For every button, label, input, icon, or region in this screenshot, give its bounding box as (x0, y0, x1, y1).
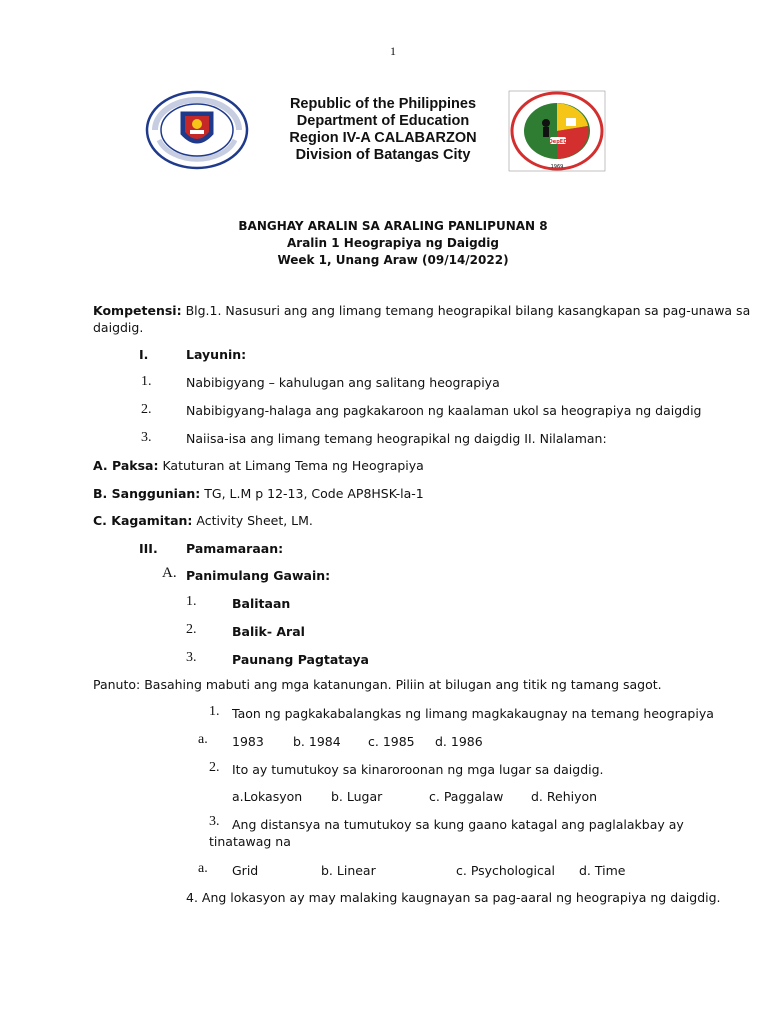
answer-choice: b. 1984 (293, 734, 341, 749)
question-text: Ito ay tumutukoy sa kinaroroonan ng mga lugar sa daigdig. (232, 762, 604, 777)
paksa-text: Katuturan at Limang Tema ng Heograpiya (158, 458, 424, 473)
kagamitan-label: C. Kagamitan: (93, 513, 193, 528)
step-label: Balitaan (232, 596, 291, 611)
sanggunian-label: B. Sanggunian: (93, 486, 201, 501)
question-text: Taon ng pagkakabalangkas ng limang magkakaugnay na temang heograpiya (232, 706, 714, 721)
answer-choice: c. 1985 (368, 734, 415, 749)
answer-choice: d. Rehiyon (531, 789, 598, 804)
objective-item: Nabibigyang-halaga ang pagkakaroon ng kaalaman ukol sa heograpiya ng daigdig (186, 403, 702, 418)
objective-item: Naiisa-isa ang limang temang heograpikal ng daigdig II. Nilalaman: (186, 431, 607, 446)
question-text: Ang distansya na tumutukoy sa kung gaano katagal ang paglalakbay ay (232, 817, 684, 832)
panuto-instruction: Panuto: Basahing mabuti ang mga katanungan. Piliin at bilugan ang titik ng tamang sagot. (93, 677, 662, 692)
section-number-i: I. (139, 347, 149, 362)
sanggunian (93, 485, 424, 502)
kompetensi-label: Kompetensi: (93, 303, 182, 318)
answer-choice: b. Lugar (331, 789, 383, 804)
header-line-4: Division of Batangas City (295, 147, 471, 163)
paksa-label: A. Paksa: (93, 458, 159, 473)
division-logo (508, 90, 606, 172)
choice-letter: a. (198, 861, 208, 876)
answer-choice: c. Paggalaw (429, 789, 504, 804)
title-line-1: BANGHAY ARALIN SA ARALING PANLIPUNAN 8 (238, 219, 548, 233)
question-number: 1. (209, 704, 220, 719)
objective-number: 3. (141, 430, 152, 445)
kompetensi-text: Blg.1. Nasusuri ang ang limang temang heograpikal bilang kasangkapan sa pag-unawa sa (181, 303, 751, 318)
step-label: Paunang Pagtataya (232, 652, 369, 667)
step-number: 2. (186, 622, 197, 637)
lesson-titles (0, 218, 768, 269)
paksa (93, 457, 424, 474)
question-item: 4. Ang lokasyon ay may malaking kaugnayan sa pag-aaral ng heograpiya ng daigdig. (186, 890, 721, 905)
section-number-iii: III. (139, 541, 158, 556)
kagamitan (93, 512, 313, 529)
answer-choice: b. Linear (321, 863, 376, 878)
choice-letter: a. (198, 732, 208, 747)
layunin-heading: Layunin: (186, 347, 247, 362)
answer-choice: d. Time (579, 863, 626, 878)
kompetensi-text-line2: daigdig. (93, 320, 144, 335)
question-text-line2: tinatawag na (209, 834, 291, 849)
header-line-2: Department of Education (296, 113, 470, 129)
deped-badge: DepED (548, 139, 568, 145)
objective-item: Nabibigyang – kahulugan ang salitang heograpiya (186, 375, 500, 390)
header-line-1: Republic of the Philippines (289, 96, 477, 112)
page-number: 1 (390, 44, 396, 58)
title-line-2: Aralin 1 Heograpiya ng Daigdig (287, 236, 499, 250)
step-number: 1. (186, 594, 197, 609)
objective-number: 2. (141, 402, 152, 417)
header-line-3: Region IV-A CALABARZON (289, 130, 477, 146)
panimulang-gawain-heading: Panimulang Gawain: (186, 568, 331, 583)
title-line-3: Week 1, Unang Araw (09/14/2022) (277, 253, 509, 267)
question-number: 3. (209, 814, 220, 829)
kompetensi (93, 302, 750, 319)
answer-choice: Grid (232, 863, 259, 878)
sanggunian-text: TG, L.M p 12-13, Code AP8HSK-la-1 (200, 486, 424, 501)
answer-choice: a.Lokasyon (232, 789, 303, 804)
objective-number: 1. (141, 374, 152, 389)
answer-choice: 1983 (232, 734, 264, 749)
letterhead-text (268, 96, 498, 164)
answer-choice: c. Psychological (456, 863, 556, 878)
step-number: 3. (186, 650, 197, 665)
pamamaraan-heading: Pamamaraan: (186, 541, 284, 556)
logo-year: 1969 (550, 164, 564, 170)
subsection-letter-a: A. (162, 565, 177, 581)
step-label: Balik- Aral (232, 624, 305, 639)
kagamitan-text: Activity Sheet, LM. (192, 513, 313, 528)
answer-choice: d. 1986 (435, 734, 483, 749)
deped-seal-logo (145, 90, 249, 170)
question-number: 2. (209, 760, 220, 775)
